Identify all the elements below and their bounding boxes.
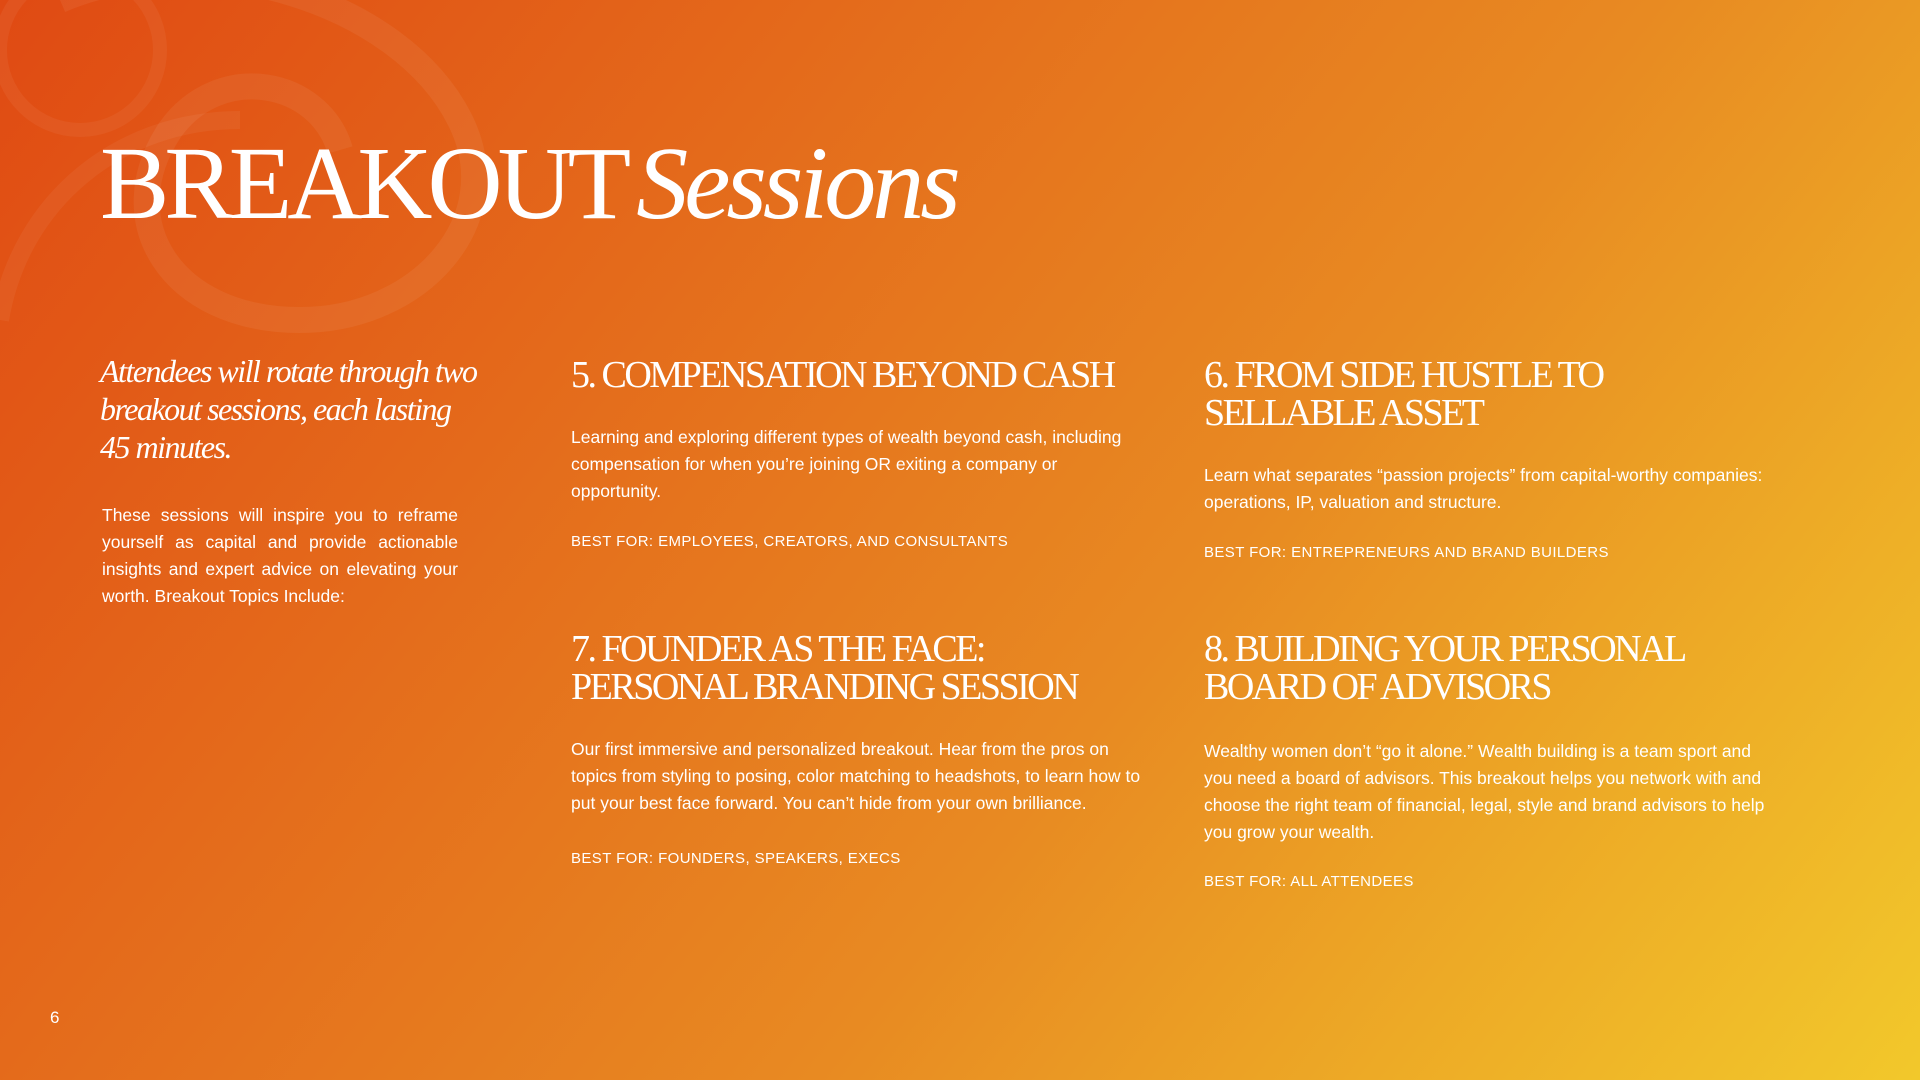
title-main: BREAKOUT — [100, 126, 627, 241]
page-title — [100, 126, 957, 241]
session-description: Wealthy women don’t “go it alone.” Wealth building is a team sport and you need a board of advisors. This breakout helps you network with and choose the right team of financial, legal, style and brand advisors to help you grow your wealth. — [1204, 741, 1765, 842]
title-script: Sessions — [636, 126, 957, 241]
session-card-7 — [571, 630, 1141, 867]
session-card-5 — [571, 356, 1141, 550]
page-number: 6 — [50, 1008, 60, 1027]
session-description: Our first immersive and personalized breakout. Hear from the pros on topics from styling to posing, color matching to headshots, to learn how to put your best face forward. You can’t hide from your own brilliance. — [571, 739, 1141, 813]
session-description: Learn what separates “passion projects” from capital-worthy companies: operations, IP, valuation and structure. — [1204, 465, 1763, 512]
session-title: 7. FOUNDER AS THE FACE: PERSONAL BRANDING SESSION — [571, 628, 1078, 708]
intro-body: These sessions will inspire you to reframe yourself as capital and provide actionable insights and expert advice on elevating your worth. Breakout Topics Include: — [102, 505, 458, 606]
session-best-for: BEST FOR: EMPLOYEES, CREATORS, AND CONSULTANTS — [571, 533, 1009, 550]
intro-lead: Attendees will rotate through two breakout sessions, each lasting 45 minutes. — [100, 353, 477, 465]
session-card-8 — [1204, 630, 1774, 890]
session-best-for: BEST FOR: ENTREPRENEURS AND BRAND BUILDERS — [1204, 544, 1609, 561]
session-card-6 — [1204, 356, 1774, 561]
session-title: 6. FROM SIDE HUSTLE TO SELLABLE ASSET — [1204, 354, 1603, 434]
session-description: Learning and exploring different types of wealth beyond cash, including compensation for when you’re joining OR exiting a company or opportunity. — [571, 427, 1122, 501]
session-title: 5. COMPENSATION BEYOND CASH — [571, 354, 1114, 396]
session-title: 8. BUILDING YOUR PERSONAL BOARD OF ADVISORS — [1204, 628, 1684, 708]
session-best-for: BEST FOR: FOUNDERS, SPEAKERS, EXECS — [571, 850, 901, 867]
session-best-for: BEST FOR: ALL ATTENDEES — [1204, 873, 1414, 890]
